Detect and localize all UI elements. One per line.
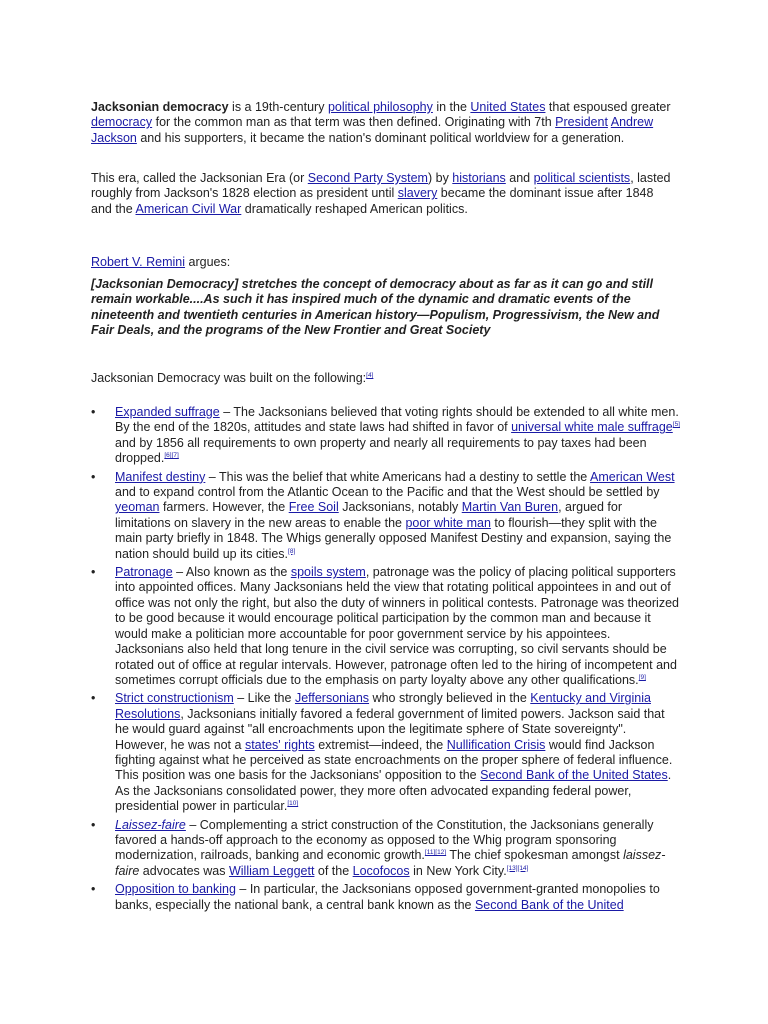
ref-link[interactable]: [5] [672, 421, 680, 429]
link-strict-constructionism[interactable]: Strict constructionism [115, 691, 234, 706]
ref-link[interactable]: [4] [366, 371, 374, 379]
bullet-icon: • [91, 405, 96, 419]
link-slavery[interactable]: slavery [397, 186, 438, 201]
link-locofocos[interactable]: Locofocos [352, 863, 410, 878]
intro-paragraph: Jacksonian democracy is a 19th-century political philosophy in the United States that espoused greater democracy for the common man as that term was then defined. Originating with 7th President Andrew Jackson and his supporters, it became the nation's dominant political worldview for a generation. [91, 100, 671, 145]
link-yeoman[interactable]: yeoman [115, 500, 160, 515]
ref-link[interactable]: [9] [638, 673, 646, 681]
remini-quote: [Jacksonian Democracy] stretches the concept of democracy about as far as it can go and still remain workable....As such it has inspired much of the dynamic and dramatic events of the nineteenth and twentieth centuries in American history—Populism, Progressivism, the New and Fair Deals, and the programs of the New Frontier and Great Society [91, 277, 660, 338]
era-paragraph: This era, called the Jacksonian Era (or Second Party System) by historians and political scientists, lasted roughly from Jackson's 1828 election as president until slavery became the dominant issue after 1848 and the American Civil War dramatically reshaped American politics. [91, 171, 671, 216]
list-item: • Strict constructionism – Like the Jeffersonians who strongly believed in the Kentucky and Virginia Resolutions, Jacksonians initially favored a federal government of limited powers. Jackson said that he would guard against "all encroachments upon the legitimate sphere of State sovereignty". However, he was not a states' rights extremist—indeed, the Nullification Crisis would find Jackson fighting against what he perceived as state encroachments on the proper sphere of federal influence. This position was one basis for the Jacksonians' opposition to the Second Bank of the United States. As the Jacksonians consolidated power, they more often advocated expanding federal power, presidential power in particular.[10] [91, 691, 673, 814]
link-second-party-system[interactable]: Second Party System [307, 171, 428, 185]
link-second-bank[interactable]: Second Bank of the United States [480, 768, 668, 783]
ref-link[interactable]: [11][12] [424, 849, 447, 857]
ref-link[interactable]: [6][7] [164, 452, 179, 460]
list-item: • Expanded suffrage – The Jacksonians believed that voting rights should be extended to all white men. By the end of the 1820s, attitudes and state laws had shifted in favor of universal white male suffrage[5] and by 1856 all requirements to own property and nearly all requirements to pay taxes had been dropped.[6][7] [91, 405, 680, 466]
link-poor-white-man[interactable]: poor white man [405, 515, 491, 530]
link-laissez-faire[interactable]: Laissez-faire [115, 817, 186, 832]
link-william-leggett[interactable]: William Leggett [228, 863, 315, 878]
principles-list [91, 405, 681, 916]
link-robert-remini[interactable]: Robert V. Remini [91, 255, 186, 269]
laissez-faire-italic: laissez-faire [115, 848, 666, 878]
link-democracy[interactable]: democracy [91, 115, 153, 130]
link-political-scientists[interactable]: political scientists [533, 171, 631, 185]
link-second-bank-of-the-united[interactable]: Second Bank of the United [474, 897, 624, 912]
link-president[interactable]: President [555, 115, 608, 130]
link-united-states[interactable]: United States [470, 100, 546, 114]
link-opposition-to-banking[interactable]: Opposition to banking [115, 882, 236, 897]
link-universal-white-male-suffrage[interactable]: universal white male suffrage [511, 420, 673, 435]
remini-paragraph: Robert V. Remini argues: [91, 255, 231, 269]
bullet-icon: • [91, 565, 96, 580]
intro-term: Jacksonian democracy [91, 100, 229, 114]
bullet-icon: • [91, 882, 96, 897]
list-item: • Laissez-faire – Complementing a strict construction of the Constitution, the Jacksonians generally favored a hands-off approach to the economy as opposed to the Whig program sponsoring modernization, railroads, banking and economic growth.[11][12] The chief spokesman amongst laissez-faire advocates was William Leggett of the Locofocos in New York City.[13][14] [91, 817, 666, 878]
list-item: • Manifest destiny – This was the belief that white Americans had a destiny to settle the American West and to expand control from the Atlantic Ocean to the Pacific and that the West should be settled by yeoman farmers. However, the Free Soil Jacksonians, notably Martin Van Buren, argued for limitations on slavery in the new areas to enable the poor white man to flourish—they split with the main party briefly in 1848. The Whigs generally opposed Manifest Destiny and expansion, saying the nation should build up its cities.[8] [91, 469, 675, 561]
link-nullification-crisis[interactable]: Nullification Crisis [446, 737, 546, 752]
link-free-soil[interactable]: Free Soil [288, 500, 339, 515]
bullet-icon: • [91, 691, 96, 706]
link-expanded-suffrage[interactable]: Expanded suffrage [115, 405, 220, 419]
ref-link[interactable]: [10] [287, 800, 299, 807]
link-american-civil-war[interactable]: American Civil War [135, 201, 242, 216]
link-kentucky-virginia-resolutions[interactable]: Kentucky and Virginia Resolutions [115, 691, 651, 721]
link-jeffersonians[interactable]: Jeffersonians [294, 691, 370, 706]
bullet-icon: • [91, 469, 96, 484]
link-patronage[interactable]: Patronage [115, 565, 173, 580]
link-martin-van-buren[interactable]: Martin Van Buren [461, 500, 559, 515]
built-on-paragraph: Jacksonian Democracy was built on the following:[4] [91, 371, 374, 385]
link-american-west[interactable]: American West [590, 469, 675, 484]
list-item: • Opposition to banking – In particular, the Jacksonians opposed government-granted monopolies to banks, especially the national bank, a central bank known as the Second Bank of the United [91, 882, 660, 912]
link-states-rights[interactable]: states' rights [244, 737, 315, 752]
list-item: • Patronage – Also known as the spoils system, patronage was the policy of placing political supporters into appointed offices. Many Jacksonians held the view that rotating political appointees in and out of office was not only the right, but also the duty of winners in political contests. Patronage was theorized to be good because it would encourage political participation by the common man and because it would make a politician more accountable for poor government service by his appointees. Jacksonians also held that long tenure in the civil service was corrupting, so civil servants should be rotated out of office at regular intervals. However, patronage often led to the hiring of incompetent and sometimes corrupt officials due to the emphasis on party loyalty above any other qualifications.[9] [91, 565, 679, 687]
ref-link[interactable]: [8] [288, 547, 296, 555]
link-andrew-jackson[interactable]: Andrew Jackson [91, 115, 654, 145]
link-historians[interactable]: historians [452, 171, 506, 185]
link-spoils-system[interactable]: spoils system [290, 565, 366, 580]
link-political-philosophy[interactable]: political philosophy [327, 100, 433, 114]
ref-link[interactable]: [13][14] [506, 864, 529, 872]
bullet-icon: • [91, 817, 96, 832]
link-manifest-destiny[interactable]: Manifest destiny [115, 469, 206, 484]
